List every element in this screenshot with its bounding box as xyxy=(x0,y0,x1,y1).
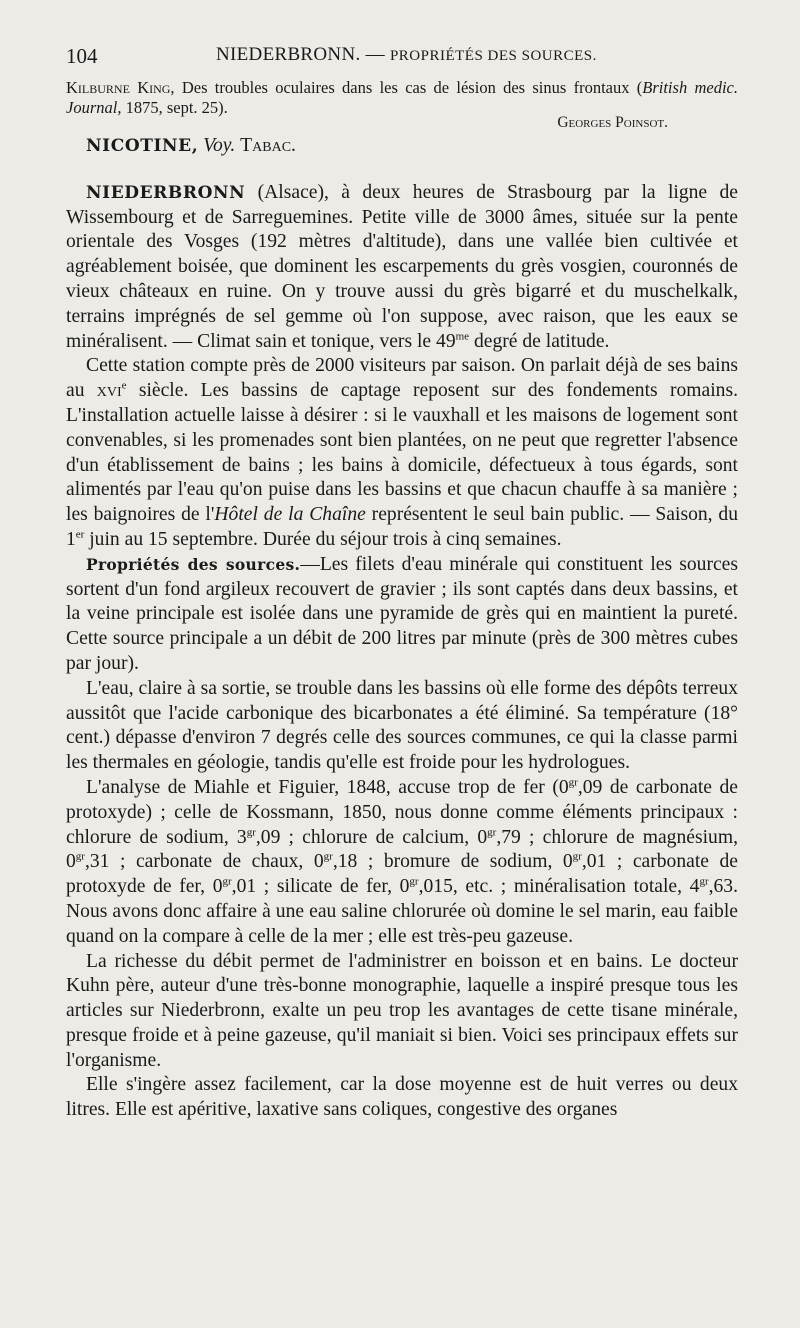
p5-g: ,01 ; carbonate de protoxyde de fer, 0 xyxy=(66,851,738,898)
p5-j: ,63. Nous avons donc affaire à une eau saline chlorurée où domine le sel marin, eau faible quand on la compare à celle de la mer ; elle est très-peu gazeuse. xyxy=(66,876,738,947)
p2-c: représentent le seul bain public. — Saison, du 1 xyxy=(66,504,739,550)
p2-b: siècle. Les bassins de captage reposent sur des fondements romains. L'installation actuelle laisse à désirer : si le vauxhall et les maisons de logement sont convenables, si les promenades sont bien plantées, on ne peut que regretter l'absence d'un établissement de bains ; les bains à domicile, défectueux à tous égards, sont alimentés par l'eau qu'on puise dans les bassins et que chacun chauffe à sa manière ; les baignoires de l' xyxy=(66,380,738,526)
gr-unit: gr xyxy=(487,825,497,838)
p1-text: (Alsace), à deux heures de Strasbourg par la ligne de Wissembourg et de Sarreguemines. Petite ville de 3000 âmes, située sur la pente orientale des Vosges (192 mètres d'altitude), dans une vallée bien cultivée et agréablement boisée, que dominent les escarpements du grès vosgien, couronnés de vieux châteaux en ruine. On y trouve aussi du grès bigarré et du muschelkalk, terrains imprégnés de sel gemme où l'on suppose, avec raison, que les eaux se minéralisent. — Climat sain et tonique, vers le 49 xyxy=(66,181,738,352)
gr-unit: gr xyxy=(222,875,232,888)
p2-hotel: Hôtel de la Chaîne xyxy=(214,504,366,526)
nicotine-voy: Voy. xyxy=(203,135,236,156)
p5-c: ,09 ; chlorure de calcium, 0 xyxy=(255,826,488,848)
running-head xyxy=(216,44,597,66)
p2-first-sup: er xyxy=(75,528,85,541)
p1-tail: degré de latitude. xyxy=(469,330,610,352)
reference-journal: British medic. Journal, xyxy=(66,78,738,117)
gr-unit: gr xyxy=(568,776,578,789)
gr-unit: gr xyxy=(75,850,85,863)
paragraph-2 xyxy=(66,354,738,552)
gr-unit: gr xyxy=(572,850,582,863)
running-head-main: NIEDERBRONN. — xyxy=(216,44,385,65)
p5-b: ,09 de carbonate de protoxyde) ; celle de Kossmann, 1850, nous donne comme éléments principaux : chlorure de sodium, 3 xyxy=(66,776,738,848)
p5-f: ,18 ; bromure de sodium, 0 xyxy=(332,851,573,873)
reference-author: Kilburne King, xyxy=(66,78,175,97)
paragraph-5 xyxy=(66,776,738,950)
p5-h: ,01 ; silicate de fer, 0 xyxy=(231,876,410,898)
paragraph-1 xyxy=(66,181,738,355)
p5-a: L'analyse de Miahle et Figuier, 1848, accuse trop de fer (0 xyxy=(86,776,569,798)
page-header xyxy=(66,44,734,72)
paragraph-4: L'eau, claire à sa sortie, se trouble dans les bassins où elle forme des dépôts terreux aussitôt que l'acide carbonique des bicarbonates a été éliminé. Sa température (18° cent.) dépasse d'environ 7 degrés celle des sources communes, ce qui la classe parmi les thermales en géologie, tandis qu'elle est froide pour les hydrologues. xyxy=(66,677,738,774)
p5-i: ,015, etc. ; minéralisation totale, 4 xyxy=(418,876,700,898)
gr-unit: gr xyxy=(699,875,709,888)
p2-d: juin au 15 septembre. Durée du séjour trois à cinq semaines. xyxy=(84,528,562,550)
gr-unit: gr xyxy=(323,850,333,863)
p2-a: Cette station compte près de 2000 visiteurs par saison. On parlait déjà de ses bains au xyxy=(66,355,738,402)
reference-tail: 1875, sept. 25). xyxy=(121,98,228,117)
bibliographic-reference xyxy=(66,78,738,118)
sources-subheading: Propriétés des sources. xyxy=(86,554,301,574)
gr-unit: gr xyxy=(409,875,419,888)
nicotine-entry xyxy=(66,134,738,159)
paragraph-7: Elle s'ingère assez facilement, car la dose moyenne est de huit verres ou deux litres. Elle est apéritive, laxative sans coliques, congestive des organes xyxy=(66,1074,738,1121)
niederbronn-headword: NIEDERBRONN xyxy=(86,182,246,203)
paragraph-6: La richesse du débit permet de l'administrer en boisson et en bains. Le docteur Kuhn père, auteur d'une très-bonne monographie, laquelle a inspiré presque tous les articles sur Niederbronn, exalte un peu trop les avantages de cette tisane minérale, presque froide et à peine gazeuse, qu'il maniait si bien. Voici ses principaux effets sur l'organisme. xyxy=(66,950,738,1071)
main-text xyxy=(66,134,738,1123)
p2-century: xvi xyxy=(96,380,122,402)
page-number: 104 xyxy=(66,44,98,68)
nicotine-headword: NICOTINE, xyxy=(86,136,199,156)
reference-text: Des troubles oculaires dans les cas de lésion des sinus frontaux ( xyxy=(174,78,643,97)
p5-e: ,31 ; carbonate de chaux, 0 xyxy=(84,851,324,873)
author-signature: Georges Poinsot. xyxy=(557,114,668,131)
running-head-sub: PROPRIÉTÉS DES SOURCES. xyxy=(389,48,597,64)
p5-d: ,79 ; chlorure de magnésium, 0 xyxy=(66,826,738,873)
p2-century-sup: e xyxy=(121,379,127,392)
gr-unit: gr xyxy=(246,825,256,838)
nicotine-target: Tabac. xyxy=(240,135,296,156)
p3-text: —Les filets d'eau minérale qui constituent les sources sortent d'un fond argileux recouvert de gravier ; ils sont captés dans deux bassins, et la veine principale est isolée dans une pyramide de grès qui en maintient la pureté. Cette source principale a un débit de 200 litres par minute (près de 300 mètres cubes par jour). xyxy=(66,553,738,674)
p1-sup: me xyxy=(455,330,470,343)
paragraph-3 xyxy=(66,553,738,677)
